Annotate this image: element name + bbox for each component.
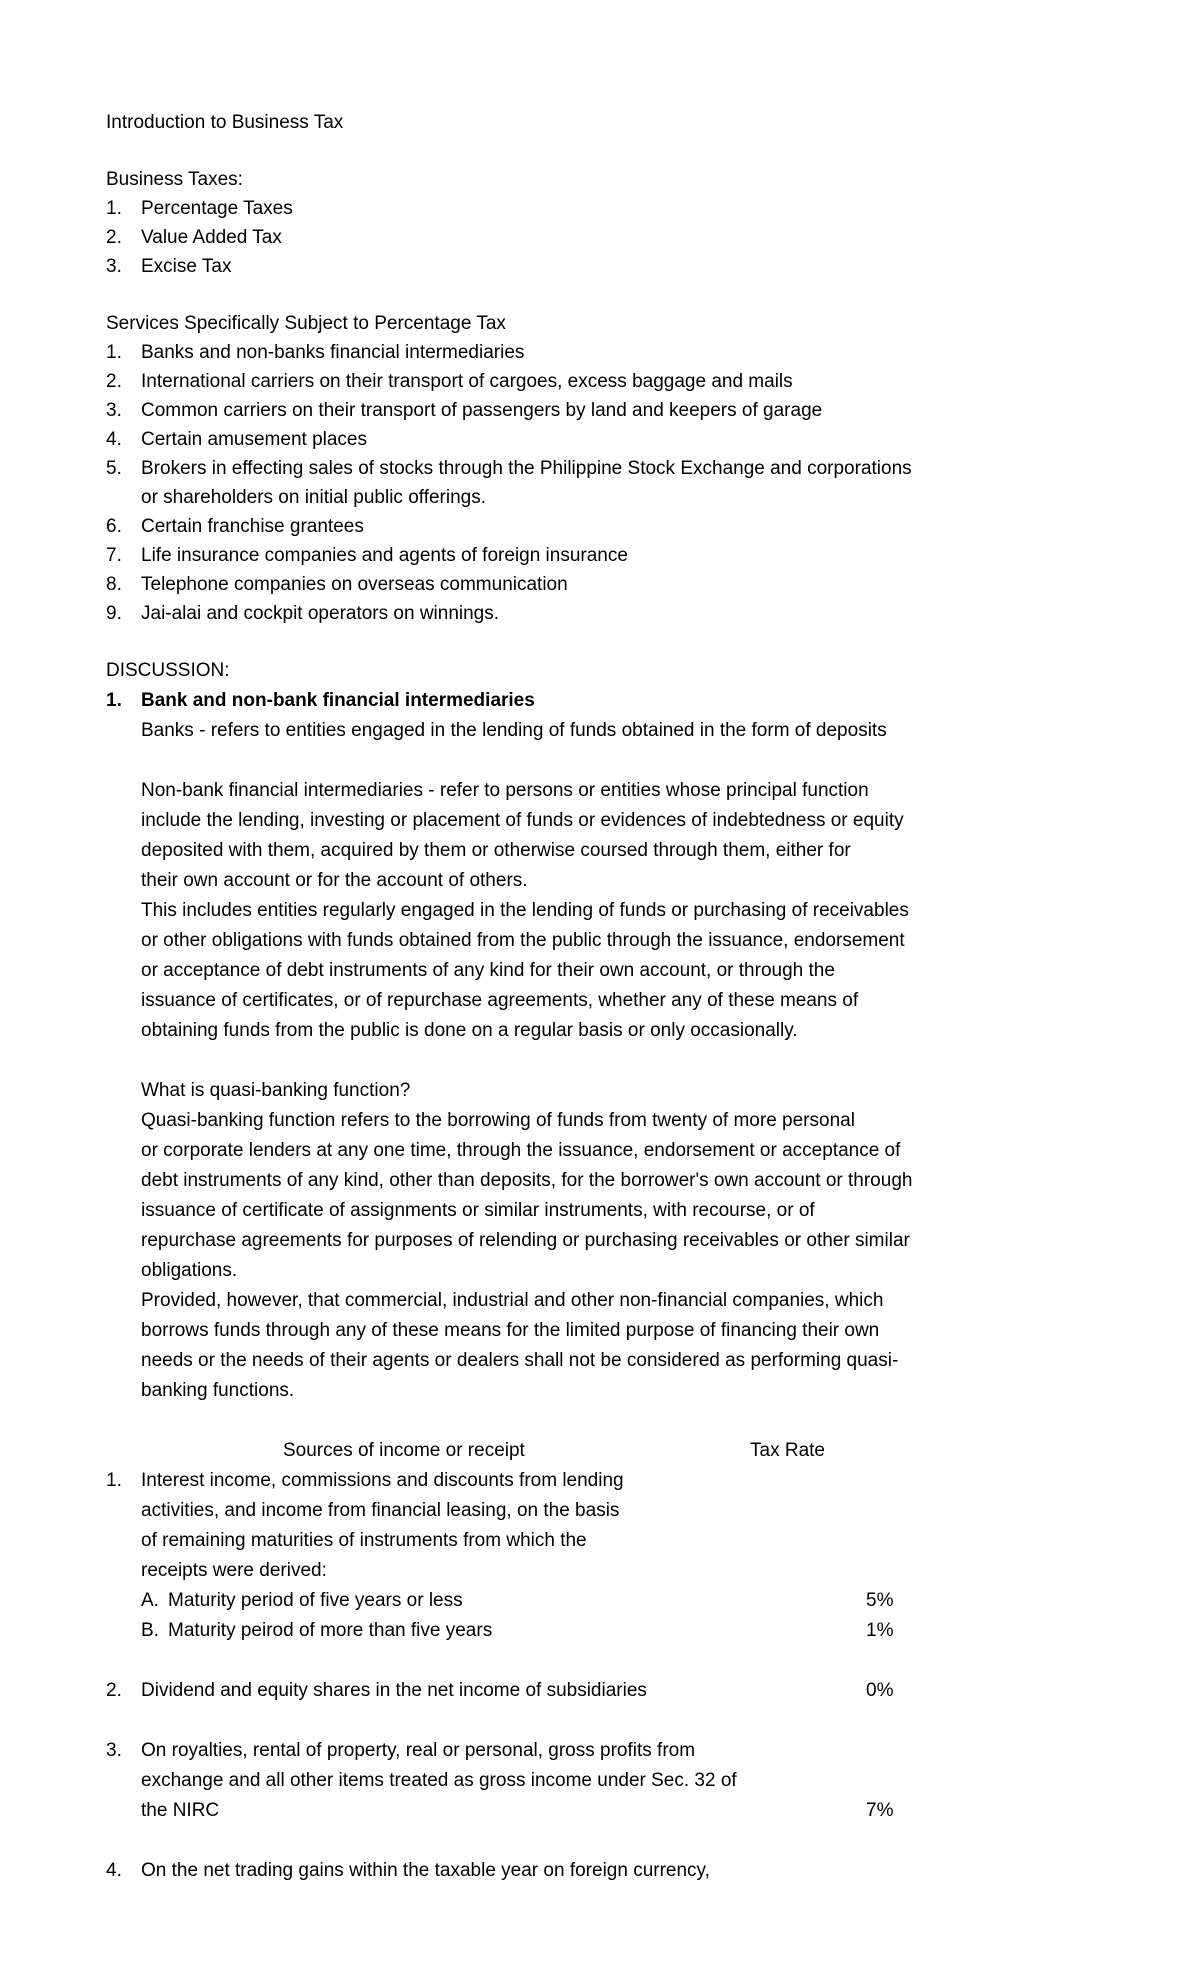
list-item: Brokers in effecting sales of stocks through the Philippine Stock Exchange and corporations — [141, 458, 912, 479]
list-item-number: 8. — [106, 574, 122, 595]
list-item: Jai-alai and cockpit operators on winnings. — [141, 603, 500, 624]
list-item-number: 2. — [106, 371, 122, 392]
list-item: International carriers on their transport of cargoes, excess baggage and mails — [141, 371, 793, 392]
table-row-number: 3. — [106, 1740, 122, 1761]
paragraph-line: or corporate lenders at any one time, through the issuance, endorsement or acceptance of — [141, 1140, 901, 1161]
list-item: Excise Tax — [141, 256, 232, 277]
column-header-rate: Tax Rate — [750, 1440, 825, 1461]
list-item-number: 4. — [106, 429, 122, 450]
business-taxes-heading: Business Taxes: — [106, 169, 243, 190]
paragraph-line: needs or the needs of their agents or dealers shall not be considered as performing quasi- — [141, 1350, 899, 1371]
table-row-text: receipts were derived: — [141, 1560, 327, 1581]
paragraph-line: This includes entities regularly engaged in the lending of funds or purchasing of receivables — [141, 900, 909, 921]
table-row-number: 4. — [106, 1860, 122, 1881]
paragraph-line: deposited with them, acquired by them or otherwise coursed through them, either for — [141, 840, 851, 861]
list-item: Telephone companies on overseas communication — [141, 574, 568, 595]
list-item-number: 9. — [106, 603, 122, 624]
paragraph-line: debt instruments of any kind, other than deposits, for the borrower's own account or through — [141, 1170, 913, 1191]
tax-rate-value: 0% — [866, 1680, 894, 1701]
list-item-number: 7. — [106, 545, 122, 566]
list-item: Banks and non-banks financial intermediaries — [141, 342, 525, 363]
paragraph-line: or acceptance of debt instruments of any kind for their own account, or through the — [141, 960, 835, 981]
services-heading: Services Specifically Subject to Percentage Tax — [106, 313, 506, 334]
table-row-text: On the net trading gains within the taxable year on foreign currency, — [141, 1860, 710, 1881]
table-row-number: 1. — [106, 1470, 122, 1491]
table-row-text: Dividend and equity shares in the net income of subsidiaries — [141, 1680, 647, 1701]
list-item: Certain franchise grantees — [141, 516, 364, 537]
tax-rate-value: 5% — [866, 1590, 894, 1611]
list-item: Certain amusement places — [141, 429, 367, 450]
table-row-text: the NIRC — [141, 1800, 220, 1821]
list-item-number: 3. — [106, 256, 122, 277]
table-row-text: of remaining maturities of instruments from which the — [141, 1530, 587, 1551]
column-header-source: Sources of income or receipt — [283, 1440, 525, 1461]
list-item-number: 6. — [106, 516, 122, 537]
paragraph-line: Provided, however, that commercial, industrial and other non-financial companies, which — [141, 1290, 884, 1311]
list-item: Percentage Taxes — [141, 198, 293, 219]
table-row-text: activities, and income from financial leasing, on the basis — [141, 1500, 620, 1521]
paragraph-line: Non-bank financial intermediaries - refer to persons or entities whose principal function — [141, 780, 869, 801]
paragraph-line: obtaining funds from the public is done on a regular basis or only occasionally. — [141, 1020, 798, 1041]
subitem-text: Maturity period of five years or less — [168, 1590, 463, 1611]
document-title: Introduction to Business Tax — [106, 112, 344, 133]
paragraph-line: banking functions. — [141, 1380, 295, 1401]
paragraph-line: issuance of certificates, or of repurchase agreements, whether any of these means of — [141, 990, 859, 1011]
paragraph-line: or other obligations with funds obtained from the public through the issuance, endorsement — [141, 930, 905, 951]
list-item-number: 1. — [106, 342, 122, 363]
paragraph-line: repurchase agreements for purposes of relending or purchasing receivables or other similar — [141, 1230, 910, 1251]
paragraph-line: Quasi-banking function refers to the borrowing of funds from twenty of more personal — [141, 1110, 855, 1131]
list-item: Common carriers on their transport of passengers by land and keepers of garage — [141, 400, 823, 421]
discussion-item-number: 1. — [106, 690, 122, 711]
subitem-label: A. — [141, 1590, 159, 1611]
banks-definition: Banks - refers to entities engaged in the lending of funds obtained in the form of deposits — [141, 720, 887, 741]
list-item: Life insurance companies and agents of foreign insurance — [141, 545, 628, 566]
tax-rate-value: 7% — [866, 1800, 894, 1821]
table-row-text: Interest income, commissions and discounts from lending — [141, 1470, 624, 1491]
paragraph-line: obligations. — [141, 1260, 238, 1281]
paragraph-line: their own account or for the account of others. — [141, 870, 528, 891]
paragraph-line: include the lending, investing or placement of funds or evidences of indebtedness or equity — [141, 810, 904, 831]
list-item-continuation: or shareholders on initial public offerings. — [141, 487, 487, 508]
tax-rate-value: 1% — [866, 1620, 894, 1641]
list-item-number: 2. — [106, 227, 122, 248]
table-row-text: exchange and all other items treated as gross income under Sec. 32 of — [141, 1770, 737, 1791]
subitem-label: B. — [141, 1620, 159, 1641]
list-item-number: 3. — [106, 400, 122, 421]
table-row-text: On royalties, rental of property, real or personal, gross profits from — [141, 1740, 696, 1761]
discussion-item-title: Bank and non-bank financial intermediaries — [141, 690, 535, 711]
quasi-banking-question: What is quasi-banking function? — [141, 1080, 411, 1101]
paragraph-line: issuance of certificate of assignments or similar instruments, with recourse, or of — [141, 1200, 815, 1221]
paragraph-line: borrows funds through any of these means for the limited purpose of financing their own — [141, 1320, 880, 1341]
list-item: Value Added Tax — [141, 227, 282, 248]
list-item-number: 5. — [106, 458, 122, 479]
discussion-heading: DISCUSSION: — [106, 660, 230, 681]
list-item-number: 1. — [106, 198, 122, 219]
table-row-number: 2. — [106, 1680, 122, 1701]
subitem-text: Maturity peirod of more than five years — [168, 1620, 493, 1641]
